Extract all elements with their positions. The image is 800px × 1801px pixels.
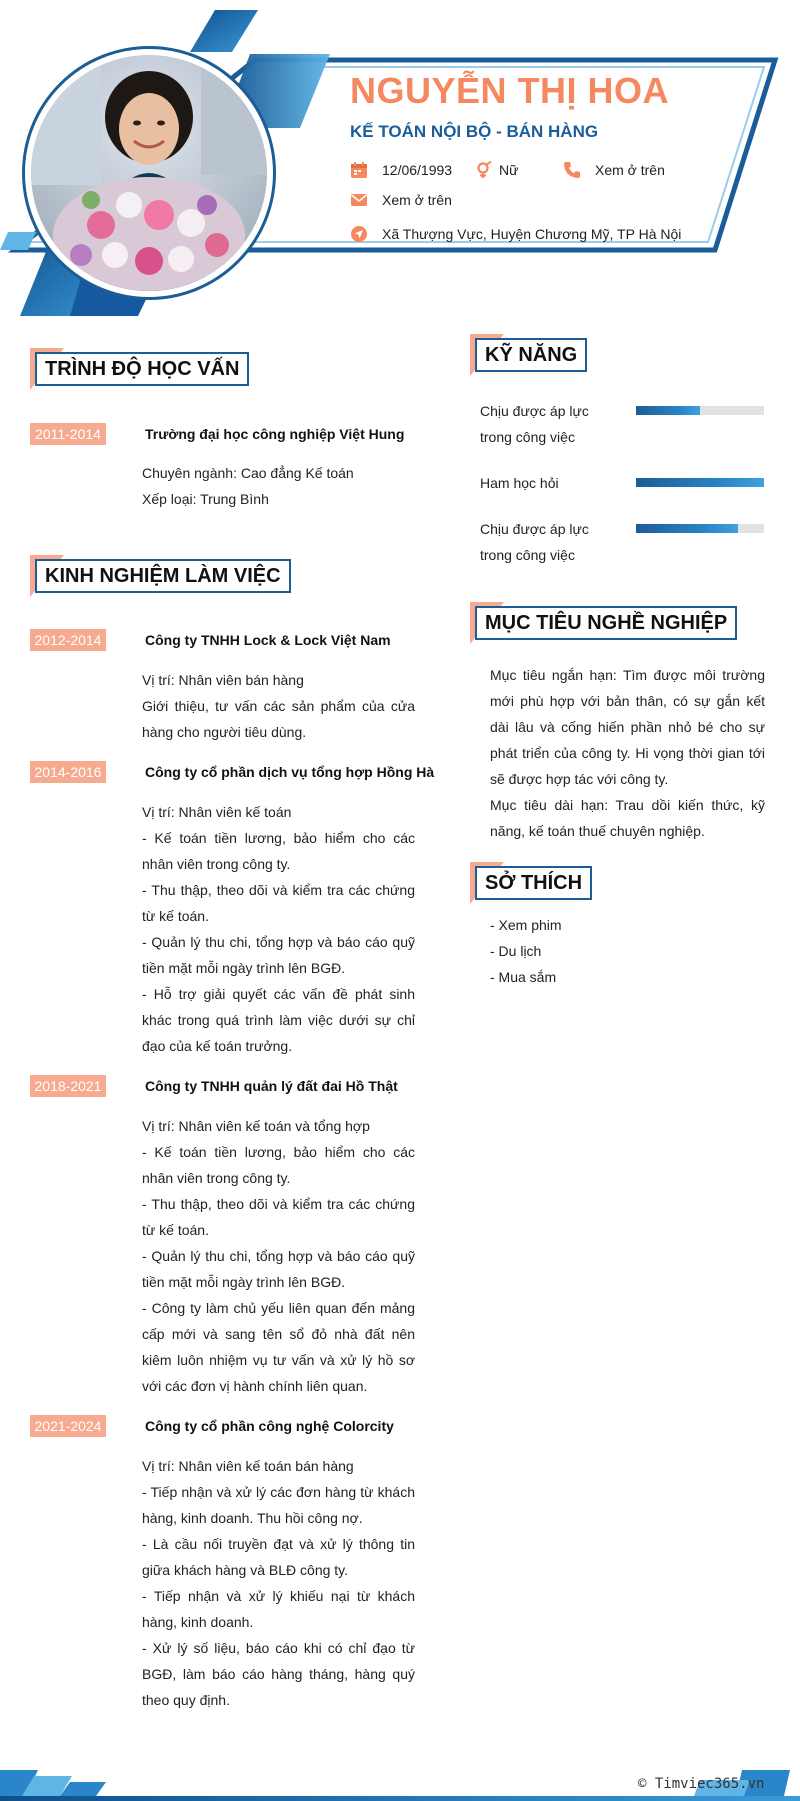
- job-line: - Hỗ trợ giải quyết các vấn đề phát sinh khác trong quá trình làm việc dưới sự chỉ đạo của kế toán trưởng.: [142, 986, 415, 1054]
- skill-bar: [636, 524, 764, 533]
- job-company: Công ty TNHH Lock & Lock Việt Nam: [145, 632, 391, 648]
- job-line: Vị trí: Nhân viên kế toán bán hàng: [142, 1458, 354, 1474]
- phone-value: Xem ở trên: [595, 162, 665, 178]
- education-period: 2011-2014: [30, 423, 106, 445]
- phone-icon: [563, 161, 581, 179]
- job-line: - Kế toán tiền lương, bảo hiểm cho các nhân viên trong công ty.: [142, 830, 415, 872]
- gender-value: Nữ: [499, 162, 519, 178]
- skill-bar-fill: [636, 406, 700, 415]
- birthdate-value: 12/06/1993: [382, 162, 453, 178]
- skill-label: Ham học hỏi: [480, 475, 559, 491]
- job-line: - Quản lý thu chi, tổng hợp và báo cáo quỹ tiền mặt mỗi ngày trình lên BGĐ.: [142, 934, 415, 976]
- skill-label: Chịu được áp lực trong công việc: [480, 403, 589, 445]
- email-row: [350, 191, 452, 209]
- experience-heading-text: KINH NGHIỆM LÀM VIỆC: [35, 559, 291, 593]
- job-company: Công ty TNHH quản lý đất đai Hồ Thật: [145, 1078, 398, 1094]
- gender-icon: [475, 161, 493, 179]
- footer-credit: © Timviec365.vn: [638, 1776, 765, 1792]
- hobby-item: - Du lịch: [490, 943, 542, 959]
- profile-photo: [31, 55, 267, 291]
- job-line: - Công ty làm chủ yếu liên quan đến mảng cấp mới và sang tên sổ đỏ nhà đất nên kiêm luôn nhiệm vụ tư vấn và xử lý hồ sơ với các đơn vị hành chính liên quan.: [142, 1300, 415, 1394]
- phone-row: [563, 161, 665, 179]
- job-line: - Thu thập, theo dõi và kiểm tra các chứng từ kế toán.: [142, 882, 415, 924]
- candidate-title: KẾ TOÁN NỘI BỘ - BÁN HÀNG: [350, 122, 599, 141]
- skill-bar: [636, 478, 764, 487]
- job-description: [142, 1453, 415, 1713]
- hobby-item: - Mua sắm: [490, 969, 557, 985]
- job-line: Vị trí: Nhân viên kế toán: [142, 804, 292, 820]
- profile-photo-frame: [22, 46, 276, 300]
- hobbies-heading-text: SỞ THÍCH: [475, 866, 592, 900]
- job-line: - Xử lý số liệu, báo cáo khi có chỉ đạo từ BGĐ, làm báo cáo hàng tháng, hàng quý theo quy định.: [142, 1640, 415, 1708]
- education-details: [142, 460, 415, 512]
- job-line: Giới thiệu, tư vấn các sản phẩm của cửa hàng cho người tiêu dùng.: [142, 698, 415, 740]
- email-icon: [350, 191, 368, 209]
- job-line: - Tiếp nhận và xử lý các đơn hàng từ khách hàng, kinh doanh. Thu hồi công nợ.: [142, 1484, 415, 1526]
- skill-bar: [636, 406, 764, 415]
- birthdate-row: [350, 161, 452, 179]
- objective-text: [490, 662, 765, 844]
- address-value: Xã Thượng Vực, Huyện Chương Mỹ, TP Hà Nội: [382, 226, 682, 242]
- objective-long-term: Mục tiêu dài hạn: Trau dồi kiến thức, kỹ năng, kế toán thuế chuyên nghiệp.: [490, 797, 765, 839]
- job-line: - Tiếp nhận và xử lý khiếu nại từ khách hàng, kinh doanh.: [142, 1588, 415, 1630]
- address-row: [350, 225, 681, 243]
- calendar-icon: [350, 161, 368, 179]
- skill-bar-fill: [636, 524, 738, 533]
- education-heading-text: TRÌNH ĐỘ HỌC VẤN: [35, 352, 249, 386]
- objective-heading-text: MỤC TIÊU NGHỀ NGHIỆP: [475, 606, 737, 640]
- job-line: Vị trí: Nhân viên bán hàng: [142, 672, 304, 688]
- job-line: - Là cầu nối truyền đạt và xử lý thông tin giữa khách hàng và BLĐ công ty.: [142, 1536, 415, 1578]
- education-line: Chuyên ngành: Cao đẳng Kế toán: [142, 465, 354, 481]
- job-period: 2014-2016: [30, 761, 106, 783]
- gender-row: [475, 161, 518, 179]
- job-line: - Quản lý thu chi, tổng hợp và báo cáo quỹ tiền mặt mỗi ngày trình lên BGĐ.: [142, 1248, 415, 1290]
- skill-label: Chịu được áp lực trong công việc: [480, 521, 589, 563]
- job-line: - Kế toán tiền lương, bảo hiểm cho các nhân viên trong công ty.: [142, 1144, 415, 1186]
- education-school: Trường đại học công nghiệp Việt Hung: [145, 426, 405, 442]
- location-icon: [350, 225, 368, 243]
- job-company: Công ty cổ phần dịch vụ tổng hợp Hồng Hà: [145, 764, 435, 780]
- candidate-name: NGUYỄN THỊ HOA: [350, 70, 670, 111]
- education-line: Xếp loại: Trung Bình: [142, 491, 269, 507]
- objective-short-term: Mục tiêu ngắn hạn: Tìm được môi trường mới phù hợp với bản thân, có sự gắn kết dài lâu và cống hiến phần nhỏ bé cho sự phát triển của công ty. Hi vọng thời gian tới sẽ được hợp tác với công ty.: [490, 667, 765, 787]
- job-description: [142, 667, 415, 745]
- job-line: Vị trí: Nhân viên kế toán và tổng hợp: [142, 1118, 370, 1134]
- skills-heading-text: KỸ NĂNG: [475, 338, 587, 372]
- job-line: - Thu thập, theo dõi và kiểm tra các chứng từ kế toán.: [142, 1196, 415, 1238]
- job-period: 2021-2024: [30, 1415, 106, 1437]
- email-value: Xem ở trên: [382, 192, 452, 208]
- job-period: 2012-2014: [30, 629, 106, 651]
- hobby-item: - Xem phim: [490, 917, 562, 933]
- job-description: [142, 1113, 415, 1399]
- job-description: [142, 799, 415, 1059]
- skill-bar-fill: [636, 478, 764, 487]
- job-period: 2018-2021: [30, 1075, 106, 1097]
- job-company: Công ty cổ phần công nghệ Colorcity: [145, 1418, 394, 1434]
